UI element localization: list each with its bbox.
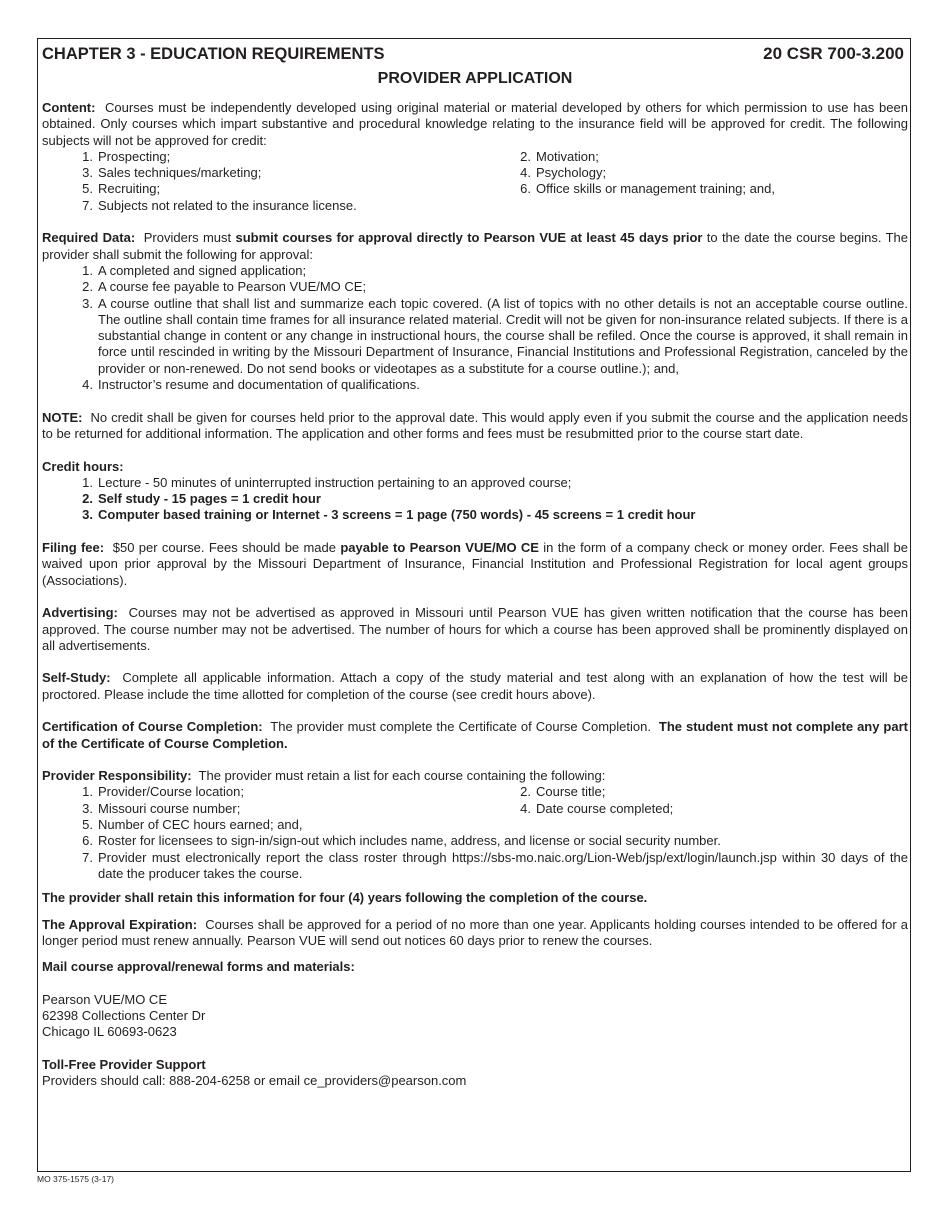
retain-section <box>42 890 908 906</box>
advertising-label: Advertising: <box>42 605 118 621</box>
content-section <box>42 100 908 214</box>
address-line: Pearson VUE/MO CE <box>42 991 167 1007</box>
list-item: 1. A completed and signed application; <box>82 262 307 278</box>
list-item: 7. Subjects not related to the insurance license. <box>82 197 357 213</box>
note-section <box>42 410 908 443</box>
advertising-paragraph: Advertising: Courses may not be advertised as approved in Missouri until Pearson VUE has given written notification that the course has been approved. The course number may not be advertised. The number of hours for which a course has been approved shall be prominently displayed on all advertisements. <box>42 605 909 653</box>
credit-hours-section <box>42 459 908 524</box>
filing-fee-paragraph: Filing fee: $50 per course. Fees should be made payable to Pearson VUE/MO CE in the form of a company check or money order. Fees shall be waived upon prior approval by the Missouri Department of Insurance, Financial Institution and Professional Registration for local agent groups (Associations). <box>42 540 909 588</box>
address-line: Chicago IL 60693-0623 <box>42 1024 177 1040</box>
note-label: NOTE: <box>42 409 83 425</box>
list-item: 7. Provider must electronically report the class roster through https://sbs-mo.naic.org/Lion-Web/jsp/ext/login/launch.jsp within 30 days of the date the producer takes the course. <box>82 849 908 881</box>
form-number: MO 375-1575 (3-17) <box>37 1174 115 1184</box>
filing-fee-section <box>42 540 908 589</box>
provider-responsibility-label: Provider Responsibility: <box>42 768 192 784</box>
required-data-paragraph: Required Data: Providers must submit courses for approval directly to Pearson VUE at least 45 days prior to the date the course begins. The provider shall submit the following for approval: <box>42 230 908 262</box>
excluded-subjects-list <box>42 149 908 214</box>
support-text: Providers should call: 888-204-6258 or email ce_providers@pearson.com <box>42 1073 467 1089</box>
self-study-section <box>42 670 908 703</box>
list-item: 3. Sales techniques/marketing; <box>82 165 262 181</box>
mail-heading: Mail course approval/renewal forms and materials: <box>42 959 355 975</box>
filing-fee-label: Filing fee: <box>42 540 105 556</box>
list-item: 5. Recruiting; <box>82 181 161 197</box>
content-text: Courses must be independently developed using original material or material developed by others for which permission to use has been obtained. Only courses which impart substantive and procedural knowledge relating to the insurance field will be approved for credit. The following subjects will not be approved for credit: <box>42 100 908 148</box>
expiration-label: The Approval Expiration: <box>42 916 198 932</box>
list-item: 2. Self study - 15 pages = 1 credit hour <box>82 491 321 507</box>
support-heading: Toll-Free Provider Support <box>42 1056 206 1072</box>
list-item: 2. Course title; <box>520 784 606 800</box>
note-paragraph: NOTE: No credit shall be given for courses held prior to the approval date. This would apply even if you submit the course and the application needs to be returned for additional information. The application and other forms and fees must be resubmitted prior to the course start date. <box>42 409 908 441</box>
list-item: 3. Missouri course number; <box>82 800 241 816</box>
certification-section <box>42 719 908 752</box>
chapter-title: CHAPTER 3 - EDUCATION REQUIREMENTS <box>42 45 385 63</box>
responsibility-list <box>42 784 908 817</box>
list-item: 6. Roster for licensees to sign-in/sign-out which includes name, address, and license or social security number. <box>82 833 721 849</box>
required-data-label: Required Data: <box>42 230 136 246</box>
list-item: 6. Office skills or management training; and, <box>520 181 775 197</box>
document-frame <box>37 38 911 1172</box>
page-title: PROVIDER APPLICATION <box>377 70 573 87</box>
list-item: 2. A course fee payable to Pearson VUE/MO CE; <box>82 279 367 295</box>
retain-statement: The provider shall retain this information for four (4) years following the completion of the course. <box>42 890 648 906</box>
list-item: 5. Number of CEC hours earned; and, <box>82 817 303 833</box>
document-body <box>42 44 908 1090</box>
content-paragraph <box>42 100 908 149</box>
list-item: 1. Lecture - 50 minutes of uninterrupted instruction pertaining to an approved course; <box>82 474 572 490</box>
list-item: 2. Motivation; <box>520 148 599 164</box>
regulation-code: 20 CSR 700-3.200 <box>763 44 904 63</box>
provider-responsibility-section <box>42 768 908 882</box>
credit-hours-label: Credit hours: <box>42 458 124 474</box>
mailing-address <box>42 992 908 1041</box>
mail-section <box>42 959 908 975</box>
support-section <box>42 1057 908 1090</box>
advertising-section <box>42 605 908 654</box>
list-item: 1. Prospecting; <box>82 148 171 164</box>
address-line: 62398 Collections Center Dr <box>42 1008 206 1024</box>
content-label: Content: <box>42 100 96 115</box>
list-item: 3. Computer based training or Internet - 3 screens = 1 page (750 words) - 45 screens = 1 credit hour <box>82 507 696 523</box>
page-header <box>42 44 908 64</box>
list-item: 4. Instructor’s resume and documentation of qualifications. <box>82 377 420 393</box>
list-item: 4. Date course completed; <box>520 800 674 816</box>
required-data-section <box>42 230 908 393</box>
list-item: 4. Psychology; <box>520 165 607 181</box>
self-study-paragraph: Self-Study: Complete all applicable information. Attach a copy of the study material and test along with an explanation of how the test will be proctored. Please include the time allotted for completion of the course (see credit hours above). <box>42 670 909 702</box>
list-item: 1. Provider/Course location; <box>82 784 244 800</box>
expiration-paragraph: The Approval Expiration: Courses shall be approved for a period of no more than one year. Applicants holding courses intended to be offered for a longer period must renew annually. Pearson VUE will send out notices 60 days prior to renew the courses. <box>42 916 908 948</box>
expiration-section <box>42 917 908 950</box>
list-item: 3. A course outline that shall list and summarize each topic covered. (A list of topics with no other details is not an acceptable course outline. The outline shall contain time frames for all insurance related material. Credit will not be given for non-insurance related subjects. If there is a substantial change in content or any change in instructional hours, the course shall be refiled. Once the course is approved, it shall remain in force until rescinded in writing by the Missouri Department of Insurance, Financial Institutions and Professional Registration, canceled by the provider or non-renewed. Do not send books or videotapes as a substitute for a course outline.); and, <box>82 295 908 376</box>
certification-paragraph: Certification of Course Completion: The provider must complete the Certificate of Course Completion. The student must not complete any part of the Certificate of Course Completion. <box>42 719 908 751</box>
self-study-label: Self-Study: <box>42 670 111 686</box>
certification-label: Certification of Course Completion: <box>42 719 263 735</box>
provider-responsibility-paragraph: Provider Responsibility: The provider must retain a list for each course containing the following: <box>42 768 606 784</box>
